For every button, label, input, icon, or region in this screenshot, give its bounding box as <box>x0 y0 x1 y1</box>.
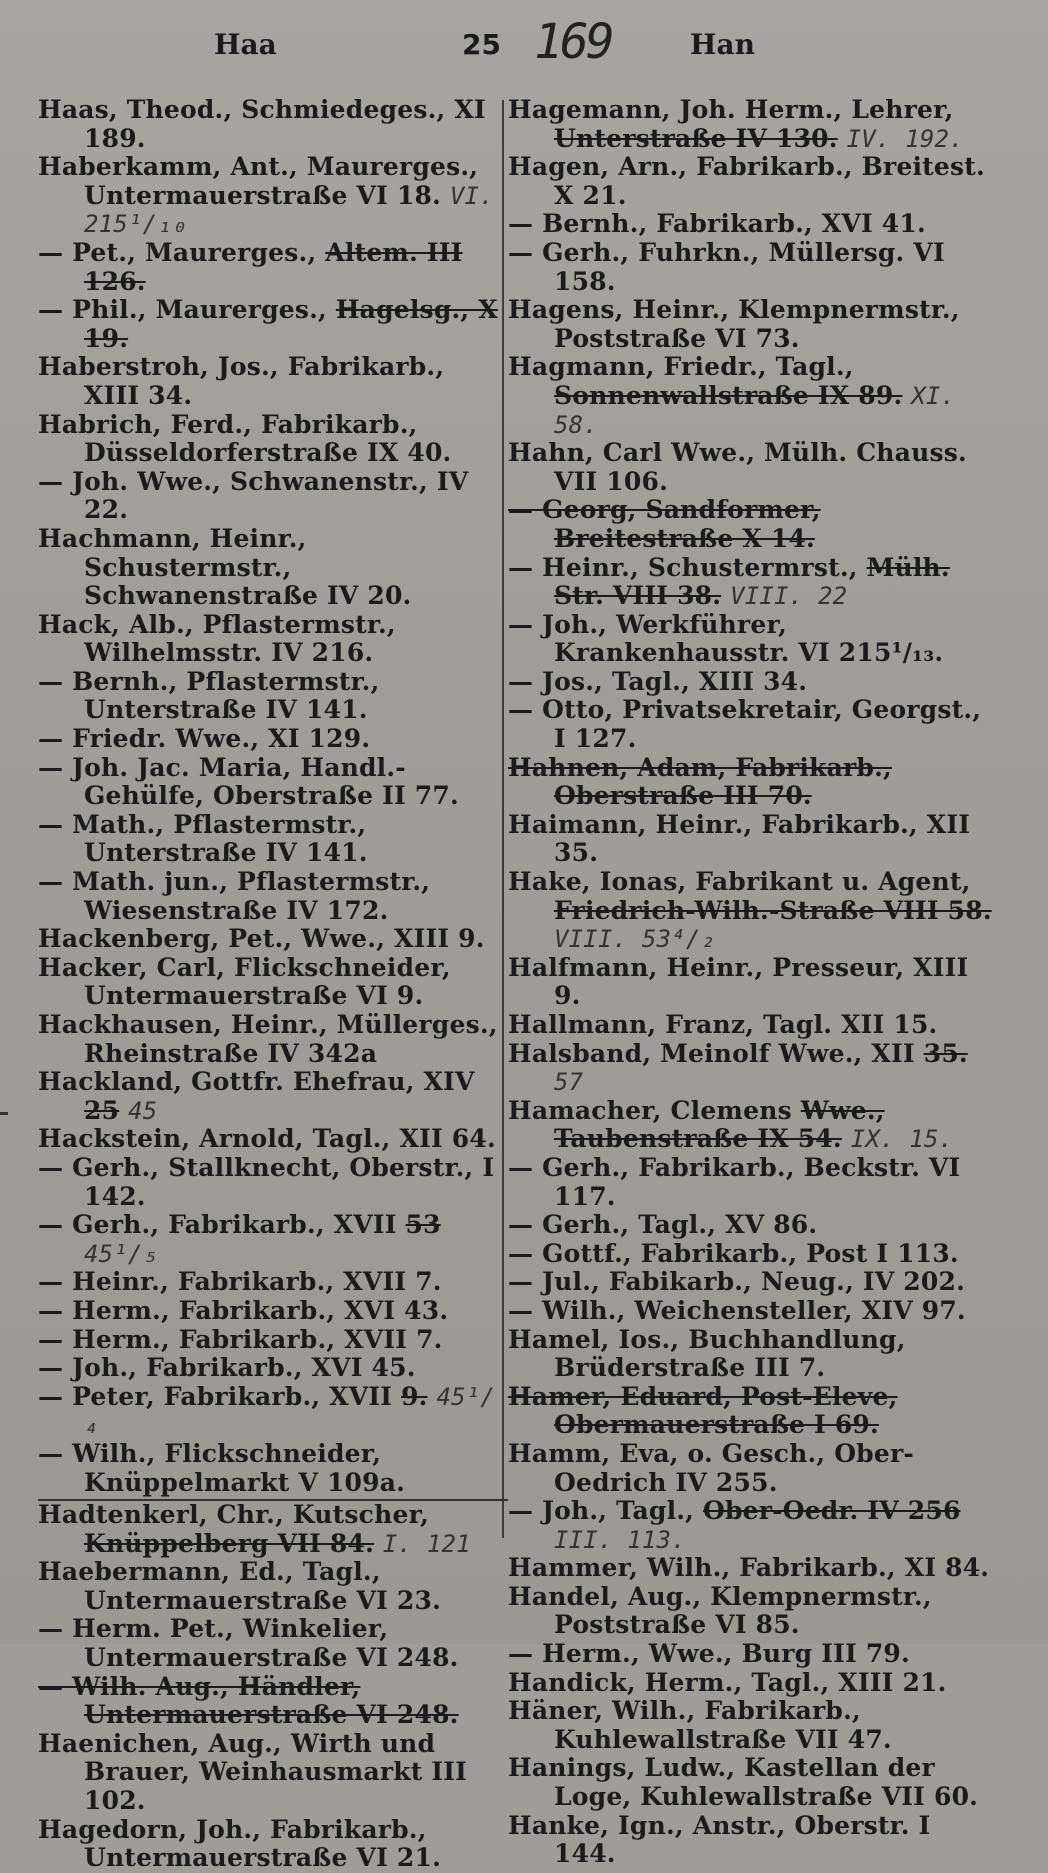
entry-text: — Pet., Maurerges., <box>38 238 317 267</box>
entry-text: Häner, Wilh., Fabrikarb., Kuhlewallstraße VII 47. <box>508 1697 892 1754</box>
entry-text: — Otto, Privatsekretair, Georgst., I 127. <box>508 696 982 754</box>
directory-entry <box>38 1558 500 1615</box>
directory-entry <box>38 811 500 868</box>
entry-text: Hammer, Wilh., Fabrikarb., XI 84. <box>508 1554 990 1583</box>
directory-entry <box>508 1211 998 1240</box>
struck-through-text: — Wilh. Aug., Händler, Untermauerstraße VI 248. <box>38 1672 459 1730</box>
directory-entry <box>508 754 998 811</box>
directory-entry <box>38 725 500 754</box>
entry-text: — Bernh., Pflastermstr., Unterstraße IV 141. <box>38 667 380 725</box>
struck-through-text: Hamer, Eduard, Post-Eleve, Obermauerstraße I 69. <box>508 1382 898 1440</box>
entry-text: Hamacher, Clemens <box>508 1096 792 1125</box>
struck-through-text: 53 <box>405 1211 441 1240</box>
struck-through-text: Hahnen, Adam, Fabrikarb., Oberstraße III 70. <box>508 753 892 811</box>
left-column <box>38 96 500 1873</box>
entry-text: — Heinr., Schustermrst., <box>508 553 858 582</box>
page-number: 25 <box>462 28 501 61</box>
directory-entry <box>508 1754 998 1811</box>
directory-entry <box>38 1211 500 1268</box>
struck-through-text: Knüppelberg VII 84. <box>84 1528 374 1558</box>
handwritten-page-number: 169 <box>534 14 612 70</box>
entry-text: — Gottf., Fabrikarb., Post I 113. <box>508 1239 959 1268</box>
directory-entry <box>38 754 500 811</box>
entry-text: — Herm., Fabrikarb., XVII 7. <box>38 1325 443 1354</box>
entry-text: — Math., Pflastermstr., Unterstraße IV 141. <box>38 810 368 868</box>
struck-through-text: Sonnenwallstraße IX 89. <box>554 380 903 410</box>
directory-entry <box>508 1326 998 1383</box>
directory-entry <box>38 1011 500 1068</box>
struck-through-text: Hagelsg., X 19. <box>84 296 498 353</box>
directory-entry <box>38 1383 500 1440</box>
handwritten-correction: 45 <box>128 1096 158 1125</box>
directory-entry <box>508 1669 998 1698</box>
entry-text: Hagedorn, Joh., Fabrikarb., Untermauerstraße VI 21. <box>38 1815 441 1873</box>
entry-text: — Bernh., Fabrikarb., XVI 41. <box>508 210 926 239</box>
entry-text: Hackhausen, Heinr., Müllerges., Rheinstraße IV 342a <box>38 1011 498 1068</box>
entry-text: Hake, Ionas, Fabrikant u. Agent, <box>508 868 971 897</box>
entry-text: — Phil., Maurerges., <box>38 296 327 325</box>
handwritten-correction: 45¹/₅ <box>84 1239 158 1268</box>
struck-through-text: 9. <box>401 1382 428 1411</box>
directory-entry <box>38 1816 500 1873</box>
directory-entry <box>508 1154 998 1211</box>
directory-entry <box>38 1125 500 1154</box>
entry-text: — Jul., Fabikarb., Neug., IV 202. <box>508 1268 965 1297</box>
directory-entry <box>508 1497 998 1554</box>
handwritten-correction: XI. 58. <box>554 381 956 439</box>
entry-text: Handick, Herm., Tagl., XIII 21. <box>508 1668 947 1697</box>
entry-text: Hackenberg, Pet., Wwe., XIII 9. <box>38 925 485 954</box>
struck-through-text: 25 <box>84 1095 120 1125</box>
directory-entry <box>38 525 500 611</box>
struck-through-text: Wwe., Taubenstraße IX 54. <box>554 1096 885 1154</box>
entry-text: Haenichen, Aug., Wirth und Brauer, Weinhausmarkt III 102. <box>38 1729 468 1816</box>
column-divider <box>502 100 504 1538</box>
directory-entry <box>508 496 998 553</box>
struck-through-text: Altem. III 126. <box>84 238 463 296</box>
struck-through-text: 35. <box>923 1039 968 1068</box>
directory-entry <box>508 439 998 496</box>
directory-entry <box>38 1326 500 1355</box>
entry-text: Hamm, Eva, o. Gesch., Ober-Oedrich IV 255. <box>508 1439 914 1497</box>
entry-text: Hackland, Gottfr. Ehefrau, XIV <box>38 1068 475 1097</box>
entry-text: — Gerh., Stallknecht, Oberstr., I 142. <box>38 1153 495 1211</box>
entry-text: — Heinr., Fabrikarb., XVII 7. <box>38 1268 442 1297</box>
entry-text: — Jos., Tagl., XIII 34. <box>508 667 808 696</box>
entry-text: Hanings, Ludw., Kastellan der Loge, Kuhlewallstraße VII 60. <box>508 1754 979 1812</box>
directory-entry <box>508 210 998 239</box>
directory-entry <box>508 1040 998 1097</box>
directory-entry <box>508 239 998 296</box>
entry-text: Hamel, Ios., Buchhandlung, Brüderstraße III 7. <box>508 1325 906 1383</box>
entry-text: Haas, Theod., Schmiedeges., XI 189. <box>38 96 486 153</box>
entry-text: Haebermann, Ed., Tagl., Untermauerstraße VI 23. <box>38 1558 441 1615</box>
directory-entry <box>508 1697 998 1754</box>
entry-text: — Herm., Fabrikarb., XVI 43. <box>38 1296 449 1325</box>
entry-text: Halfmann, Heinr., Presseur, XIII 9. <box>508 953 969 1011</box>
directory-entry <box>38 1440 500 1497</box>
entry-text: Hachmann, Heinr., Schustermstr., Schwanenstraße IV 20. <box>38 524 412 611</box>
entry-text: — Wilh., Flickschneider, Knüppelmarkt V 109a. <box>38 1439 406 1497</box>
directory-entry <box>508 696 998 753</box>
struck-through-text: Unterstraße IV 130. <box>554 123 838 153</box>
entry-text: — Gerh., Fuhrkn., Müllersg. VI 158. <box>508 238 945 296</box>
directory-entry <box>38 1268 500 1297</box>
entry-text: — Joh. Jac. Maria, Handl.-Gehülfe, Oberstraße II 77. <box>38 753 459 811</box>
directory-entry <box>508 96 998 153</box>
directory-entry <box>38 1354 500 1383</box>
directory-entry <box>38 468 500 525</box>
handwritten-correction: 57 <box>554 1068 584 1097</box>
handwritten-correction: I. 121 <box>382 1529 471 1558</box>
directory-entry <box>38 153 500 239</box>
directory-entry <box>508 554 998 611</box>
struck-through-text: — Georg, Sandformer, Breitestraße X 14. <box>508 496 821 553</box>
directory-entry <box>508 1011 998 1040</box>
entry-text: Habrich, Ferd., Fabrikarb., Düsseldorferstraße IX 40. <box>38 410 452 468</box>
handwritten-correction: IX. 15. <box>850 1125 954 1154</box>
directory-entry <box>508 1640 998 1669</box>
entry-text: — Math. jun., Pflastermstr., Wiesenstraße IV 172. <box>38 868 431 925</box>
entry-text: Hack, Alb., Pflastermstr., Wilhelmsstr. IV 216. <box>38 610 396 668</box>
entry-text: Hahn, Carl Wwe., Mülh. Chauss. VII 106. <box>508 439 967 496</box>
right-guide-word: Han <box>690 28 755 61</box>
entry-text: Haberstroh, Jos., Fabrikarb., XIII 34. <box>38 353 445 410</box>
entry-text: — Peter, Fabrikarb., XVII <box>38 1382 393 1411</box>
directory-entry <box>38 954 500 1011</box>
entry-text: — Herm. Pet., Winkelier, Untermauerstraße VI 248. <box>38 1615 459 1673</box>
entry-text: Halsband, Meinolf Wwe., XII <box>508 1039 915 1068</box>
entry-text: — Wilh., Weichensteller, XIV 97. <box>508 1296 966 1325</box>
directory-entry <box>38 1673 500 1730</box>
directory-entry <box>508 1812 998 1869</box>
handwritten-correction: III. 113. <box>554 1525 686 1554</box>
entry-text: — Joh., Tagl., <box>508 1497 695 1526</box>
directory-entry <box>38 1730 500 1816</box>
directory-entry <box>38 668 500 725</box>
directory-entry <box>38 1297 500 1326</box>
directory-entry <box>508 1583 998 1640</box>
handwritten-correction: VIII. 22 <box>730 582 848 611</box>
entry-text: — Joh., Werkführer, Krankenhausstr. VI 215¹/₁₃. <box>508 610 944 668</box>
directory-entry <box>38 868 500 925</box>
entry-text: Hagens, Heinr., Klempnermstr., Poststraße VI 73. <box>508 296 960 353</box>
directory-entry <box>508 1097 998 1154</box>
directory-entry <box>508 611 998 668</box>
directory-entry <box>38 1068 500 1125</box>
directory-entry <box>508 296 998 353</box>
entry-text: — Gerh., Fabrikarb., XVII <box>38 1211 397 1240</box>
directory-entry <box>508 1268 998 1297</box>
entry-text: Hagen, Arn., Fabrikarb., Breitest. X 21. <box>508 153 985 210</box>
directory-entry <box>508 153 998 210</box>
directory-entry <box>508 668 998 697</box>
entry-text: Hanke, Ign., Anstr., Oberstr. I 144. <box>508 1811 931 1869</box>
entry-text: Hacker, Carl, Flickschneider, Untermauerstraße VI 9. <box>38 953 451 1011</box>
entry-text: Hagemann, Joh. Herm., Lehrer, <box>508 96 954 124</box>
directory-entry <box>508 1240 998 1269</box>
handwritten-correction: 45¹/₄ <box>84 1382 496 1440</box>
handwritten-correction: VI. 215¹/₁₀ <box>84 181 494 239</box>
directory-entry <box>508 868 998 954</box>
directory-entry <box>38 96 500 153</box>
directory-entry <box>508 954 998 1011</box>
margin-tick <box>0 1112 8 1115</box>
directory-entry <box>508 1440 998 1497</box>
entry-text: — Joh., Fabrikarb., XVI 45. <box>38 1354 416 1383</box>
entry-text: Hadtenkerl, Chr., Kutscher, <box>38 1501 430 1530</box>
entry-text: — Gerh., Fabrikarb., Beckstr. VI 117. <box>508 1153 961 1211</box>
right-column <box>508 96 998 1869</box>
entry-text: Haimann, Heinr., Fabrikarb., XII 35. <box>508 810 971 868</box>
struck-through-text: Ober-Oedr. IV 256 <box>703 1497 961 1526</box>
directory-entry <box>38 353 500 410</box>
left-guide-word: Haa <box>214 28 277 61</box>
struck-through-text: Friedrich-Wilh.-Straße VIII 58. <box>554 895 992 925</box>
handwritten-correction: IV. 192. <box>846 124 964 153</box>
directory-entry <box>38 239 500 296</box>
entry-text: — Herm., Wwe., Burg III 79. <box>508 1640 910 1669</box>
struck-through-text: Mülh. Str. VIII 38. <box>554 553 950 611</box>
entry-text: Hallmann, Franz, Tagl. XII 15. <box>508 1011 938 1039</box>
directory-entry <box>508 353 998 439</box>
entry-text: — Friedr. Wwe., XI 129. <box>38 725 371 754</box>
directory-entry <box>508 1554 998 1583</box>
directory-entry <box>38 1154 500 1211</box>
directory-entry <box>38 925 500 954</box>
entry-text: Haberkamm, Ant., Maurerges., Untermauerstraße VI 18. <box>38 153 479 210</box>
directory-entry <box>38 611 500 668</box>
entry-text: — Joh. Wwe., Schwanenstr., IV 22. <box>38 467 469 525</box>
directory-entry <box>508 811 998 868</box>
handwritten-correction: VIII. 53⁴/₂ <box>554 925 716 954</box>
directory-entry <box>38 296 500 353</box>
directory-entry <box>38 1501 500 1558</box>
entry-text: Handel, Aug., Klempnermstr., Poststraße VI 85. <box>508 1582 932 1640</box>
entry-text: — Gerh., Tagl., XV 86. <box>508 1211 818 1240</box>
page-header <box>0 14 1048 70</box>
entry-text: Hackstein, Arnold, Tagl., XII 64. <box>38 1125 496 1154</box>
entry-text: Hagmann, Friedr., Tagl., <box>508 353 854 382</box>
directory-entry <box>38 411 500 468</box>
directory-entry <box>508 1297 998 1326</box>
directory-entry <box>508 1383 998 1440</box>
directory-entry <box>38 1615 500 1672</box>
